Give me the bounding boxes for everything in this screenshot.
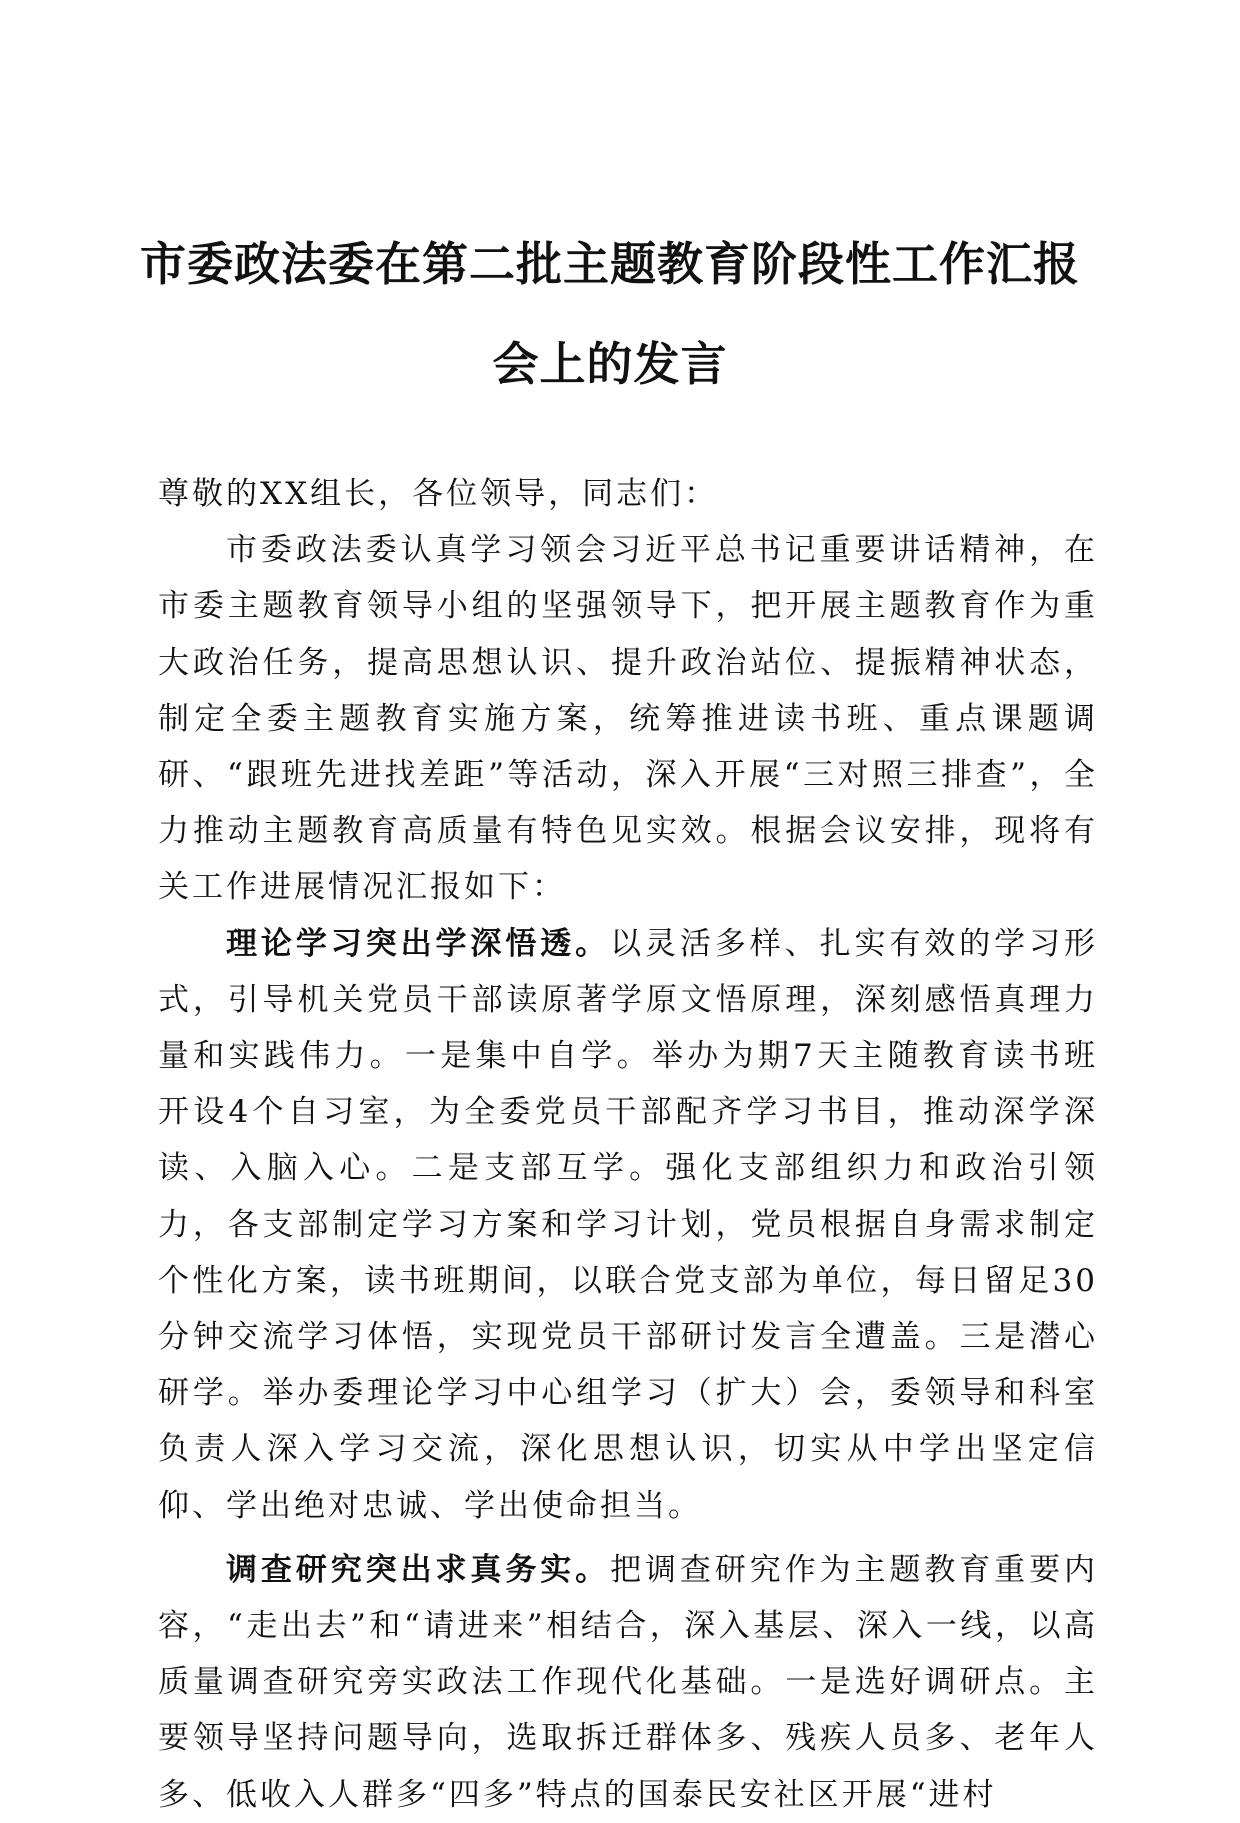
- intro-paragraph: 市委政法委认真学习领会习近平总书记重要讲话精神，在市委主题教育领导小组的坚强领导下，把开展主题教育作为重大政治任务，提高思想认识、提升政治站位、提振精神状态，制定全委主题教育实施方案，统筹推进读书班、重点课题调研、“跟班先进找差距”等活动，深入开展“三对照三排查”，全力推动主题教育高质量有特色见实效。根据会议安排，现将有关工作进展情况汇报如下：: [158, 532, 1098, 906]
- section-text: 把调查研究作为主题教育重要内容，“走出去”和“请进来”相结合，深入基层、深入一线，以高质量调查研究旁实政法工作现代化基础。一是选好调研点。主要领导坚持问题导向，选取拆迁群体多、残疾人员多、老年人多、低收入人群多“四多”特点的国泰民安社区开展“进村: [158, 1551, 1099, 1813]
- section-text: 以灵活多样、扎实有效的学习形式，引导机关党员干部读原著学原文悟原理，深刻感悟真理力量和实践伟力。一是集中自学。举办为期7天主随教育读书班开设4个自习室，为全委党员干部配齐学习书目，推动深学深读、入脑入心。二是支部互学。强化支部组织力和政治引领力，各支部制定学习方案和学习计划，党员根据自身需求制定个性化方案，读书班期间，以联合党支部为单位，每日留足30分钟交流学习体悟，实现党员干部研讨发言全遭盖。三是潜心研学。举办委理论学习中心组学习（扩大）会，委领导和科室负责人深入学习交流，深化思想认识，切实从中学出坚定信仰、学出绝对忠诚、学出使命担当。: [158, 925, 1099, 1524]
- salutation: 尊敬的XX组长，各位领导，同志们：: [158, 476, 719, 512]
- section-theory-study: [158, 916, 1098, 1534]
- title-line-1: 市委政法委在第二批主题教育阶段性工作汇报: [140, 237, 1080, 291]
- section-research: [158, 1542, 1098, 1823]
- title-line-2: 会上的发言: [492, 337, 728, 391]
- section-heading: 理论学习突出学深悟透。: [226, 925, 611, 962]
- document-body: [158, 466, 1098, 1823]
- document-title: [140, 214, 1080, 414]
- section-heading: 调查研究突出求真务实。: [226, 1551, 611, 1588]
